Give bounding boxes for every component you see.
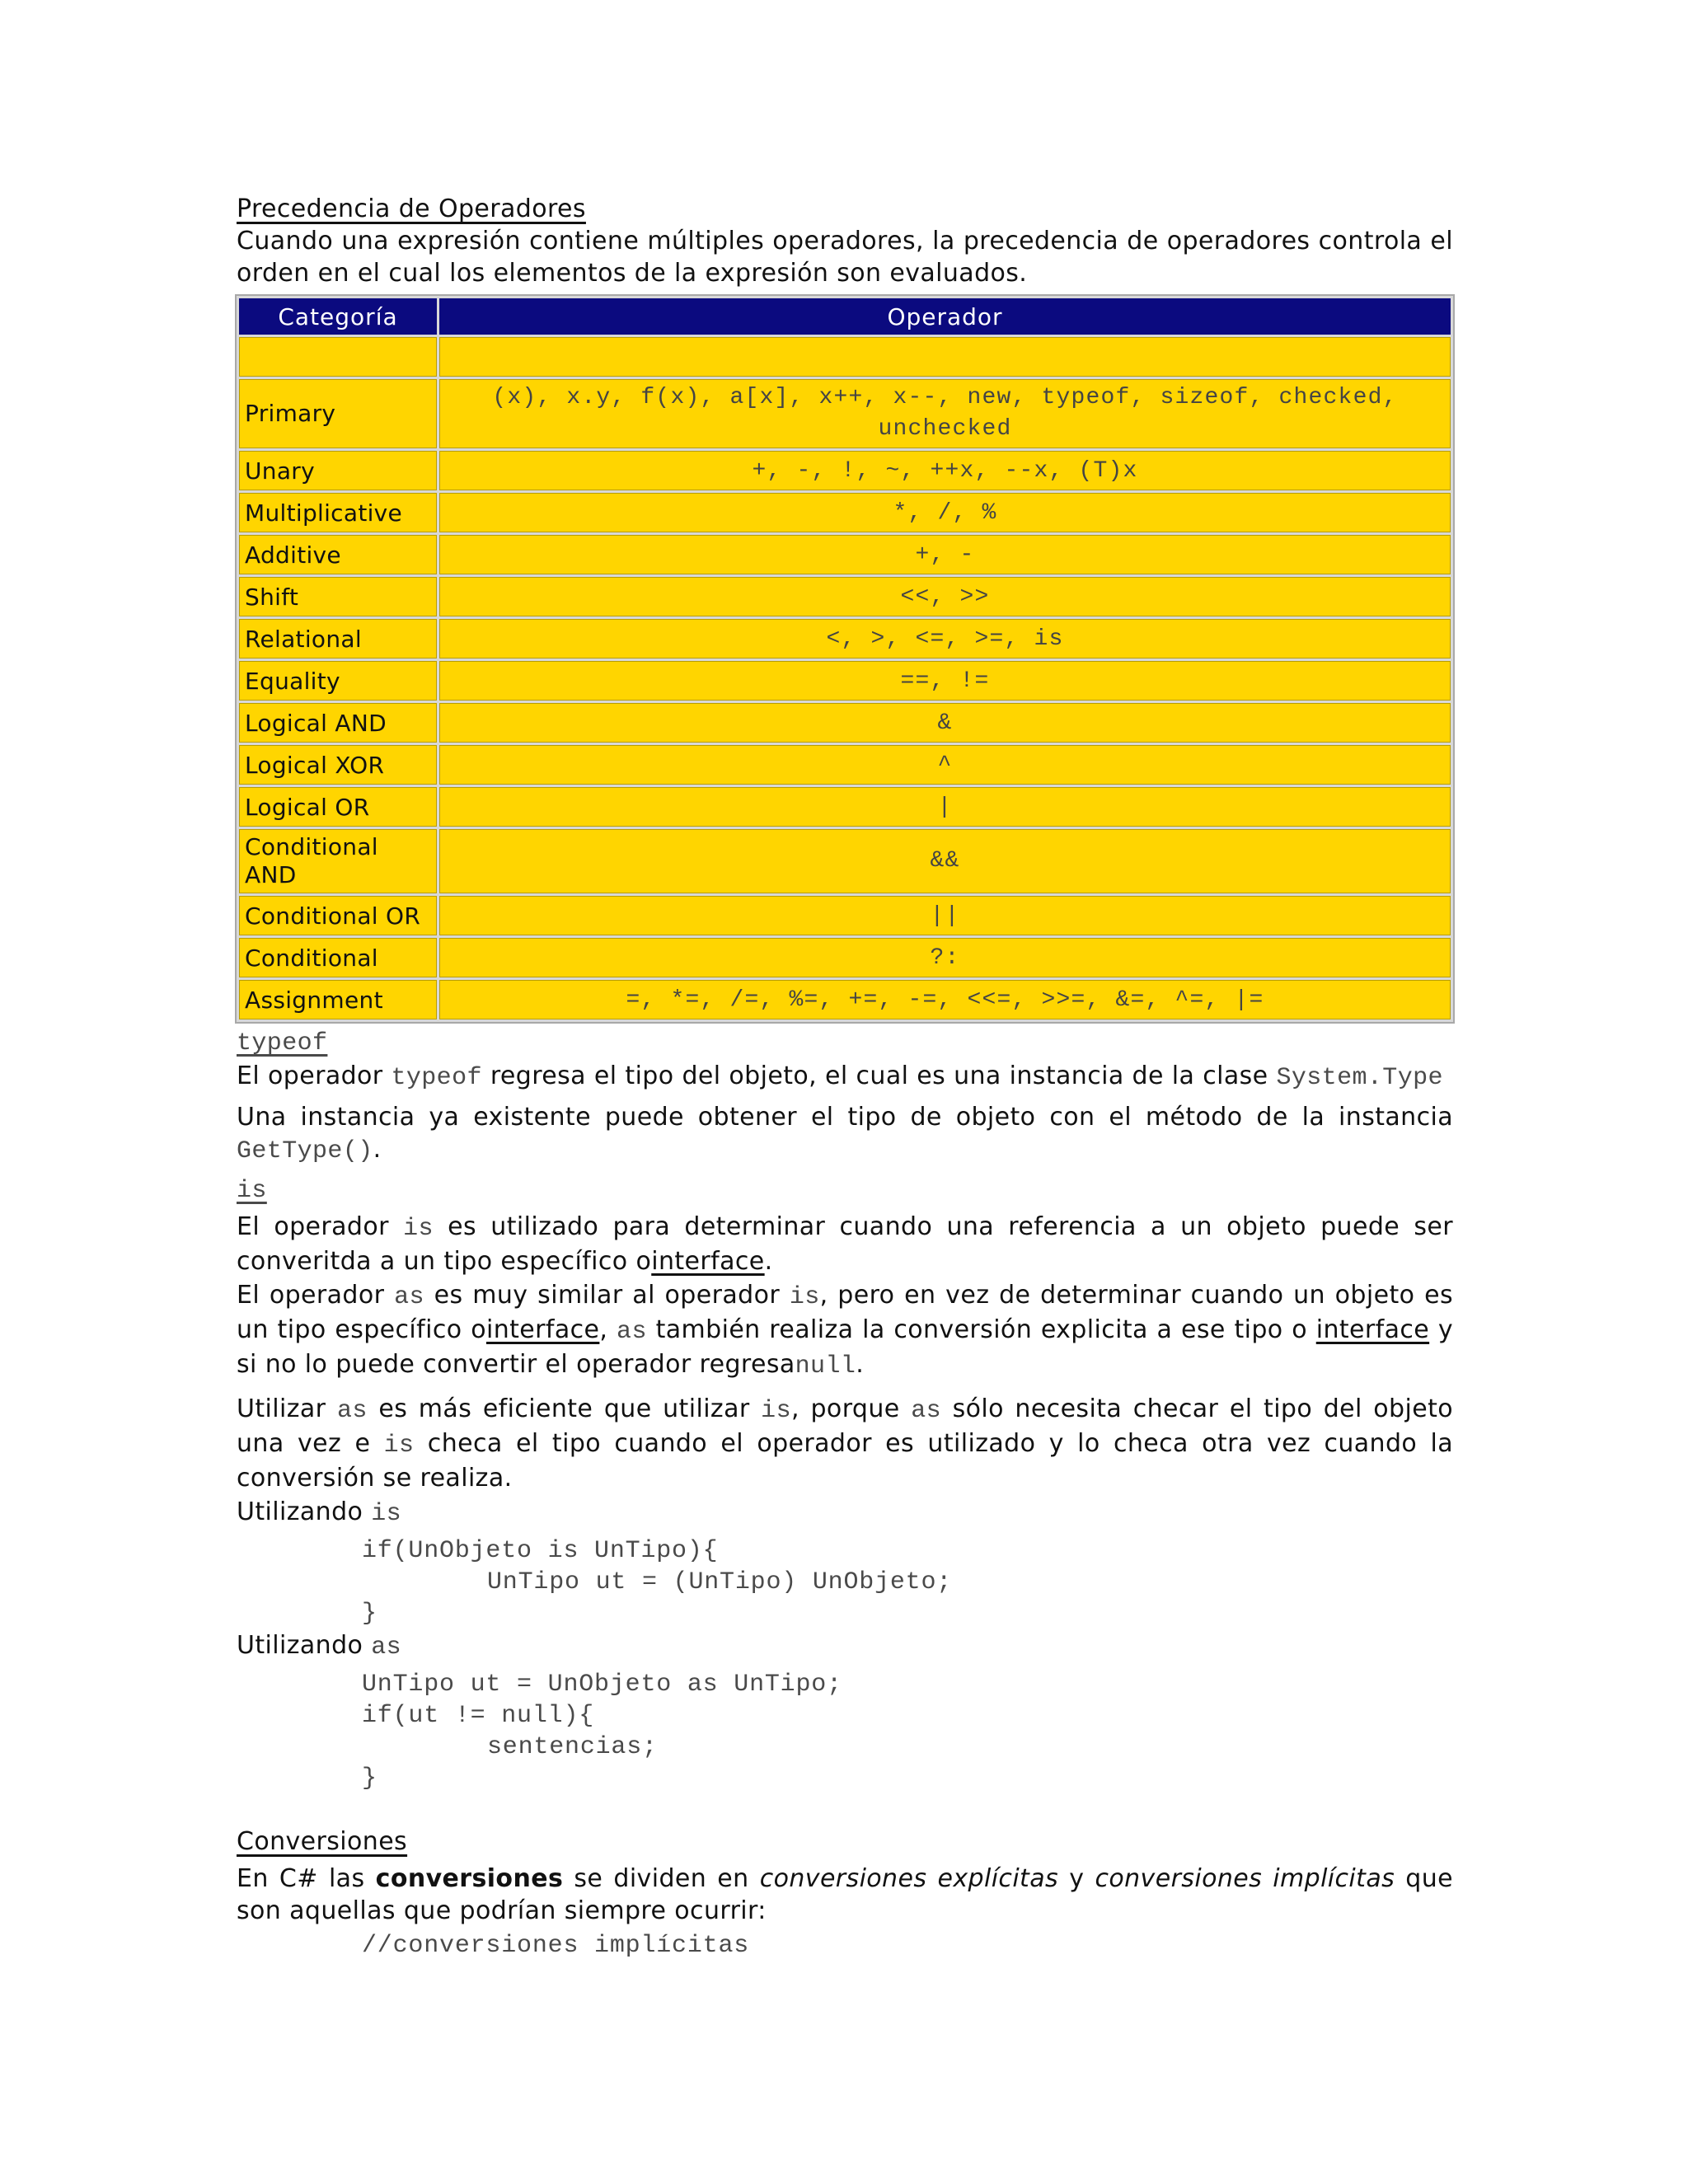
operator-cell: <<, >> bbox=[439, 577, 1451, 616]
category-cell: Conditional bbox=[239, 938, 437, 977]
table-row bbox=[239, 661, 1451, 701]
category-cell: Multiplicative bbox=[239, 493, 437, 532]
section-heading-is: is bbox=[237, 1177, 267, 1205]
category-cell: Logical XOR bbox=[239, 745, 437, 785]
code-line: } bbox=[362, 1600, 377, 1628]
table-row bbox=[239, 938, 1451, 977]
column-header-operador: Operador bbox=[439, 298, 1451, 335]
table-row bbox=[239, 829, 1451, 893]
category-cell: Relational bbox=[239, 619, 437, 658]
typeof-paragraph-2: Una instancia ya existente puede obtener el tipo de objeto con el método de la instancia GetType(). bbox=[237, 1103, 1453, 1165]
code-comment: //conversiones implícitas bbox=[362, 1932, 750, 1960]
operator-cell: && bbox=[439, 829, 1451, 893]
is-paragraph-3: Utilizar as es más eficiente que utilizar is, porque as sólo necesita checar el tipo del objeto una vez e is checa el tipo cuando el operador es utilizado y lo checa otra vez cuando la conversión se realiza. bbox=[237, 1394, 1454, 1493]
operator-cell: & bbox=[439, 703, 1451, 743]
code-line: if(UnObjeto is UnTipo){ bbox=[362, 1537, 719, 1565]
table-row bbox=[239, 896, 1451, 935]
operator-cell: ^ bbox=[439, 745, 1451, 785]
code-block-as bbox=[237, 1669, 1453, 1794]
section-heading-conversiones: Conversiones bbox=[237, 1827, 408, 1856]
code-line: } bbox=[362, 1765, 377, 1793]
category-cell: Logical OR bbox=[239, 787, 437, 827]
category-cell: Conditional AND bbox=[239, 829, 437, 893]
category-cell: Conditional OR bbox=[239, 896, 437, 935]
interface-link[interactable]: interface bbox=[1315, 1315, 1430, 1344]
category-cell: Primary bbox=[239, 379, 437, 448]
operator-cell: +, -, !, ~, ++x, --x, (T)x bbox=[439, 451, 1451, 490]
table-row bbox=[239, 619, 1451, 658]
column-header-categoria: Categoría bbox=[239, 298, 437, 335]
table-row bbox=[239, 451, 1451, 490]
table-row bbox=[239, 535, 1451, 574]
category-cell: Assignment bbox=[239, 980, 437, 1019]
section-heading-precedencia: Precedencia de Operadores bbox=[237, 194, 586, 223]
operator-cell: *, /, % bbox=[439, 493, 1451, 532]
using-as-label: Utilizando as bbox=[237, 1631, 402, 1661]
code-line: UnTipo ut = UnObjeto as UnTipo; bbox=[362, 1671, 842, 1699]
code-block-is bbox=[237, 1535, 1453, 1629]
table-row-empty bbox=[239, 337, 1451, 377]
code-line: UnTipo ut = (UnTipo) UnObjeto; bbox=[487, 1568, 953, 1596]
operator-cell: =, *=, /=, %=, +=, -=, <<=, >>=, &=, ^=, |= bbox=[439, 980, 1451, 1019]
table-row bbox=[239, 787, 1451, 827]
section-heading-typeof: typeof bbox=[237, 1029, 328, 1057]
operator-cell: (x), x.y, f(x), a[x], x++, x--, new, typeof, sizeof, checked, unchecked bbox=[439, 379, 1451, 448]
conversiones-paragraph: En C# las conversiones se dividen en conversiones explícitas y conversiones implícitas que son aquellas que podrían siempre ocurrir: bbox=[237, 1864, 1454, 1925]
interface-link[interactable]: interface bbox=[651, 1247, 765, 1276]
typeof-paragraph-1: El operador typeof regresa el tipo del objeto, el cual es una instancia de la clase System.Type bbox=[237, 1062, 1443, 1092]
using-is-label: Utilizando is bbox=[237, 1497, 402, 1528]
table-row bbox=[239, 379, 1451, 448]
table-row bbox=[239, 703, 1451, 743]
operator-cell: || bbox=[439, 896, 1451, 935]
table-row bbox=[239, 493, 1451, 532]
precedence-table bbox=[235, 294, 1455, 1024]
table-row bbox=[239, 577, 1451, 616]
category-cell: Unary bbox=[239, 451, 437, 490]
category-cell: Equality bbox=[239, 661, 437, 701]
operator-cell: ==, != bbox=[439, 661, 1451, 701]
document-body bbox=[237, 193, 1453, 1961]
operator-cell: <, >, <=, >=, is bbox=[439, 619, 1451, 658]
interface-link[interactable]: interface bbox=[485, 1315, 600, 1344]
operator-cell: ?: bbox=[439, 938, 1451, 977]
category-cell: Additive bbox=[239, 535, 437, 574]
table-row bbox=[239, 980, 1451, 1019]
code-line: sentencias; bbox=[487, 1733, 658, 1761]
category-cell: Shift bbox=[239, 577, 437, 616]
is-paragraph-1: El operador is es utilizado para determinar cuando una referencia a un objeto puede ser converitda a un tipo específico ointerface. bbox=[237, 1212, 1453, 1276]
is-paragraph-2: El operador as es muy similar al operador is, pero en vez de determinar cuando un objeto es un tipo específico ointerface, as también realiza la conversión explicita a ese tipo o interface y si no lo puede convertir el operador regresanull. bbox=[237, 1281, 1454, 1380]
table-row bbox=[239, 745, 1451, 785]
operator-cell: +, - bbox=[439, 535, 1451, 574]
intro-paragraph: Cuando una expresión contiene múltiples operadores, la precedencia de operadores controla el orden en el cual los elementos de la expresión son evaluados. bbox=[237, 227, 1453, 288]
operator-cell: | bbox=[439, 787, 1451, 827]
category-cell: Logical AND bbox=[239, 703, 437, 743]
code-line: if(ut != null){ bbox=[362, 1702, 595, 1730]
